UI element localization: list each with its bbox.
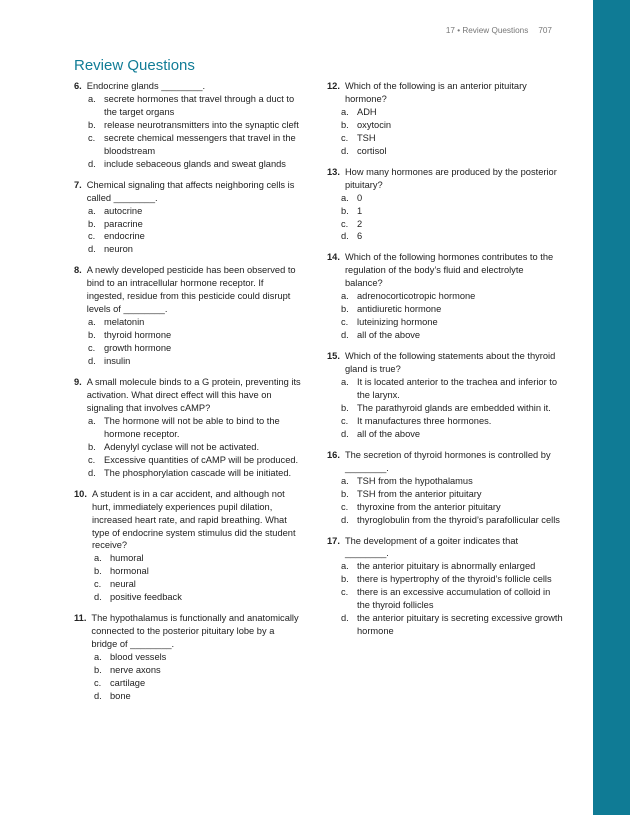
answer-option — [88, 230, 302, 243]
option-letter: c. — [341, 132, 349, 143]
left-column — [74, 80, 302, 711]
option-text: neural — [110, 579, 136, 590]
answer-options — [327, 290, 563, 342]
option-text: 6 — [357, 231, 363, 242]
answer-options — [74, 552, 302, 604]
option-text: hormonal — [110, 566, 149, 577]
answer-option — [88, 355, 302, 368]
question-17 — [327, 535, 563, 639]
answer-options — [327, 192, 563, 244]
answer-options — [327, 560, 563, 638]
question-stem — [327, 449, 563, 475]
answer-option — [341, 303, 563, 316]
option-text: Excessive quantities of cAMP will be produced. — [104, 454, 299, 465]
question-number: 9. — [74, 377, 82, 388]
option-text: It is located anterior to the trachea and inferior to the larynx. — [357, 377, 557, 400]
answer-option — [341, 573, 563, 586]
option-letter: a. — [341, 192, 349, 203]
question-11 — [74, 612, 302, 703]
answer-option — [88, 329, 302, 342]
answer-option — [341, 488, 563, 501]
question-6 — [74, 80, 302, 171]
running-header — [446, 26, 552, 35]
answer-options — [74, 205, 302, 257]
option-letter: d. — [341, 514, 349, 525]
option-letter: a. — [341, 561, 349, 572]
answer-option — [341, 132, 563, 145]
question-number: 7. — [74, 179, 82, 190]
answer-option — [341, 428, 563, 441]
answer-option — [88, 342, 302, 355]
option-letter: d. — [341, 231, 349, 242]
right-column — [327, 80, 563, 646]
option-text: cortisol — [357, 145, 387, 156]
option-letter: b. — [341, 205, 349, 216]
question-13 — [327, 166, 563, 244]
option-text: oxytocin — [357, 119, 392, 130]
option-text: melatonin — [104, 317, 145, 328]
option-text: secrete chemical messengers that travel in the bloodstream — [104, 132, 296, 156]
answer-option — [341, 145, 563, 158]
question-number: 15. — [327, 351, 340, 362]
question-text: Endocrine glands ________. — [86, 81, 206, 91]
option-text: positive feedback — [110, 592, 182, 603]
option-text: paracrine — [104, 218, 143, 229]
answer-option — [341, 316, 563, 329]
option-letter: a. — [94, 652, 102, 663]
question-stem — [327, 251, 563, 290]
option-text: adrenocorticotropic hormone — [357, 291, 476, 302]
answer-option — [88, 158, 302, 171]
option-text: The parathyroid glands are embedded within it. — [357, 402, 551, 413]
question-text: A student is in a car accident, and although not hurt, immediately experiences pupil dilation, increased heart rate, and rapid breathing. What type of endocrine system stimulus did the student receive? — [91, 488, 296, 551]
option-text: antidiuretic hormone — [357, 304, 442, 315]
option-text: all of the above — [357, 330, 421, 341]
option-letter: c. — [88, 132, 96, 143]
answer-option — [94, 677, 302, 690]
section-title: Review Questions — [74, 57, 195, 74]
answer-option — [88, 316, 302, 329]
question-stem — [74, 264, 302, 316]
question-7 — [74, 179, 302, 257]
option-letter: c. — [341, 218, 349, 229]
option-letter: c. — [88, 454, 96, 465]
option-letter: c. — [94, 579, 102, 590]
question-text: Which of the following hormones contributes to the regulation of the body’s fluid and electrolyte balance? — [344, 252, 554, 289]
answer-option — [88, 243, 302, 256]
answer-options — [327, 106, 563, 158]
option-letter: d. — [88, 356, 96, 367]
option-letter: a. — [341, 106, 349, 117]
option-text: thyroid hormone — [104, 330, 172, 341]
option-letter: b. — [88, 330, 96, 341]
answer-option — [94, 552, 302, 565]
option-text: autocrine — [104, 205, 143, 216]
option-letter: d. — [341, 145, 349, 156]
answer-option — [341, 612, 563, 638]
option-text: thyroxine from the anterior pituitary — [357, 501, 501, 512]
option-letter: c. — [88, 231, 96, 242]
option-letter: d. — [88, 467, 96, 478]
question-number: 14. — [327, 252, 340, 263]
answer-option — [341, 560, 563, 573]
answer-option — [341, 475, 563, 488]
option-letter: a. — [88, 205, 96, 216]
answer-options — [74, 93, 302, 171]
answer-option — [341, 106, 563, 119]
option-letter: a. — [94, 553, 102, 564]
answer-option — [341, 415, 563, 428]
answer-option — [94, 651, 302, 664]
answer-option — [88, 218, 302, 231]
option-letter: a. — [88, 415, 96, 426]
answer-option — [341, 230, 563, 243]
option-text: luteinizing hormone — [357, 317, 438, 328]
option-text: TSH — [357, 132, 376, 143]
option-letter: b. — [341, 488, 349, 499]
page-number: 707 — [538, 26, 552, 35]
question-stem — [327, 350, 563, 376]
answer-option — [94, 578, 302, 591]
answer-option — [88, 454, 302, 467]
answer-option — [94, 591, 302, 604]
answer-option — [341, 329, 563, 342]
answer-option — [88, 119, 302, 132]
option-text: insulin — [104, 356, 131, 367]
option-text: nerve axons — [110, 665, 161, 676]
answer-option — [341, 402, 563, 415]
answer-options — [74, 415, 302, 480]
option-letter: a. — [88, 93, 96, 104]
option-letter: b. — [88, 218, 96, 229]
option-letter: b. — [341, 304, 349, 315]
question-text: Which of the following statements about the thyroid gland is true? — [344, 351, 556, 375]
option-text: thyroglobulin from the thyroid’s parafollicular cells — [357, 514, 560, 525]
question-16 — [327, 449, 563, 527]
answer-option — [88, 467, 302, 480]
option-text: there is hypertrophy of the thyroid’s follicle cells — [357, 574, 552, 585]
option-letter: d. — [341, 428, 349, 439]
option-text: The phosphorylation cascade will be initiated. — [104, 467, 292, 478]
option-text: secrete hormones that travel through a duct to the target organs — [104, 93, 295, 117]
option-text: the anterior pituitary is secreting excessive growth hormone — [357, 613, 563, 637]
option-text: release neurotransmitters into the synaptic cleft — [104, 119, 299, 130]
option-letter: b. — [341, 119, 349, 130]
option-letter: a. — [341, 291, 349, 302]
question-number: 17. — [327, 535, 340, 546]
question-text: The development of a goiter indicates that ________. — [344, 535, 519, 559]
answer-option — [88, 132, 302, 158]
option-text: include sebaceous glands and sweat glands — [104, 158, 286, 169]
question-text: The secretion of thyroid hormones is controlled by ________. — [344, 449, 551, 473]
answer-option — [88, 415, 302, 441]
answer-option — [341, 290, 563, 303]
option-text: It manufactures three hormones. — [357, 415, 492, 426]
answer-options — [327, 376, 563, 441]
option-text: Adenylyl cyclase will not be activated. — [104, 441, 260, 452]
question-number: 6. — [74, 81, 82, 91]
option-text: there is an excessive accumulation of colloid in the thyroid follicles — [357, 587, 551, 611]
option-letter: d. — [88, 158, 96, 169]
question-stem — [74, 179, 302, 205]
option-text: the anterior pituitary is abnormally enlarged — [357, 561, 536, 572]
answer-option — [341, 205, 563, 218]
option-letter: d. — [94, 690, 102, 701]
answer-option — [341, 218, 563, 231]
question-stem — [327, 80, 563, 106]
answer-option — [88, 205, 302, 218]
option-letter: c. — [341, 317, 349, 328]
question-stem — [74, 376, 302, 415]
question-stem — [327, 166, 563, 192]
option-letter: b. — [88, 441, 96, 452]
option-text: TSH from the hypothalamus — [357, 475, 473, 486]
question-text: Which of the following is an anterior pituitary hormone? — [344, 81, 527, 104]
option-text: growth hormone — [104, 343, 172, 354]
question-stem — [74, 488, 302, 553]
question-stem — [327, 535, 563, 561]
option-letter: d. — [88, 244, 96, 255]
question-number: 10. — [74, 488, 87, 499]
option-letter: c. — [341, 415, 349, 426]
answer-option — [88, 93, 302, 119]
answer-options — [74, 651, 302, 703]
option-letter: a. — [341, 377, 349, 388]
question-9 — [74, 376, 302, 480]
question-text: A newly developed pesticide has been observed to bind to an intracellular hormone receptor. If ingested, residue from this pesticide could disrupt levels of ________. — [86, 265, 296, 315]
option-text: neuron — [104, 244, 133, 255]
answer-option — [341, 192, 563, 205]
option-text: ADH — [357, 106, 377, 117]
question-12 — [327, 80, 563, 158]
option-letter: b. — [341, 402, 349, 413]
option-text: 0 — [357, 192, 363, 203]
running-header-text: 17 • Review Questions — [445, 26, 529, 35]
option-text: humoral — [110, 553, 144, 564]
option-letter: b. — [94, 665, 102, 676]
option-letter: d. — [94, 592, 102, 603]
question-number: 13. — [327, 166, 340, 177]
answer-option — [94, 565, 302, 578]
question-number: 16. — [327, 449, 340, 460]
question-10 — [74, 488, 302, 605]
question-number: 12. — [327, 81, 340, 91]
option-letter: c. — [341, 501, 349, 512]
option-letter: a. — [341, 475, 349, 486]
option-letter: c. — [94, 677, 102, 688]
question-text: How many hormones are produced by the posterior pituitary? — [344, 166, 557, 190]
option-text: cartilage — [110, 677, 146, 688]
answer-option — [341, 119, 563, 132]
option-text: blood vessels — [110, 652, 167, 663]
option-text: 1 — [357, 205, 363, 216]
question-number: 8. — [74, 265, 82, 276]
answer-option — [94, 690, 302, 703]
answer-option — [88, 441, 302, 454]
option-text: The hormone will not be able to bind to the hormone receptor. — [104, 415, 280, 439]
option-text: TSH from the anterior pituitary — [357, 488, 482, 499]
option-letter: b. — [341, 574, 349, 585]
question-stem — [74, 612, 302, 651]
answer-option — [94, 664, 302, 677]
question-14 — [327, 251, 563, 342]
option-text: all of the above — [357, 428, 421, 439]
question-text: Chemical signaling that affects neighboring cells is called ________. — [86, 179, 295, 203]
question-stem — [74, 80, 302, 93]
option-text: bone — [110, 690, 131, 701]
question-8 — [74, 264, 302, 368]
answer-options — [327, 475, 563, 527]
option-text: endocrine — [104, 231, 145, 242]
answer-option — [341, 586, 563, 612]
question-text: The hypothalamus is functionally and anatomically connected to the posterior pituitary lobe by a bridge of ________. — [91, 613, 299, 650]
answer-option — [341, 501, 563, 514]
question-text: A small molecule binds to a G protein, preventing its activation. What direct effect will this have on signaling that involves cAMP? — [86, 377, 301, 413]
chapter-color-bar — [593, 0, 630, 815]
question-15 — [327, 350, 563, 441]
option-letter: c. — [341, 587, 349, 598]
option-letter: d. — [341, 613, 349, 624]
option-letter: b. — [94, 566, 102, 577]
option-text: 2 — [357, 218, 363, 229]
answer-option — [341, 376, 563, 402]
answer-options — [74, 316, 302, 368]
option-letter: b. — [88, 119, 96, 130]
option-letter: a. — [88, 317, 96, 328]
answer-option — [341, 514, 563, 527]
option-letter: d. — [341, 330, 349, 341]
question-number: 11. — [74, 613, 87, 624]
option-letter: c. — [88, 343, 96, 354]
